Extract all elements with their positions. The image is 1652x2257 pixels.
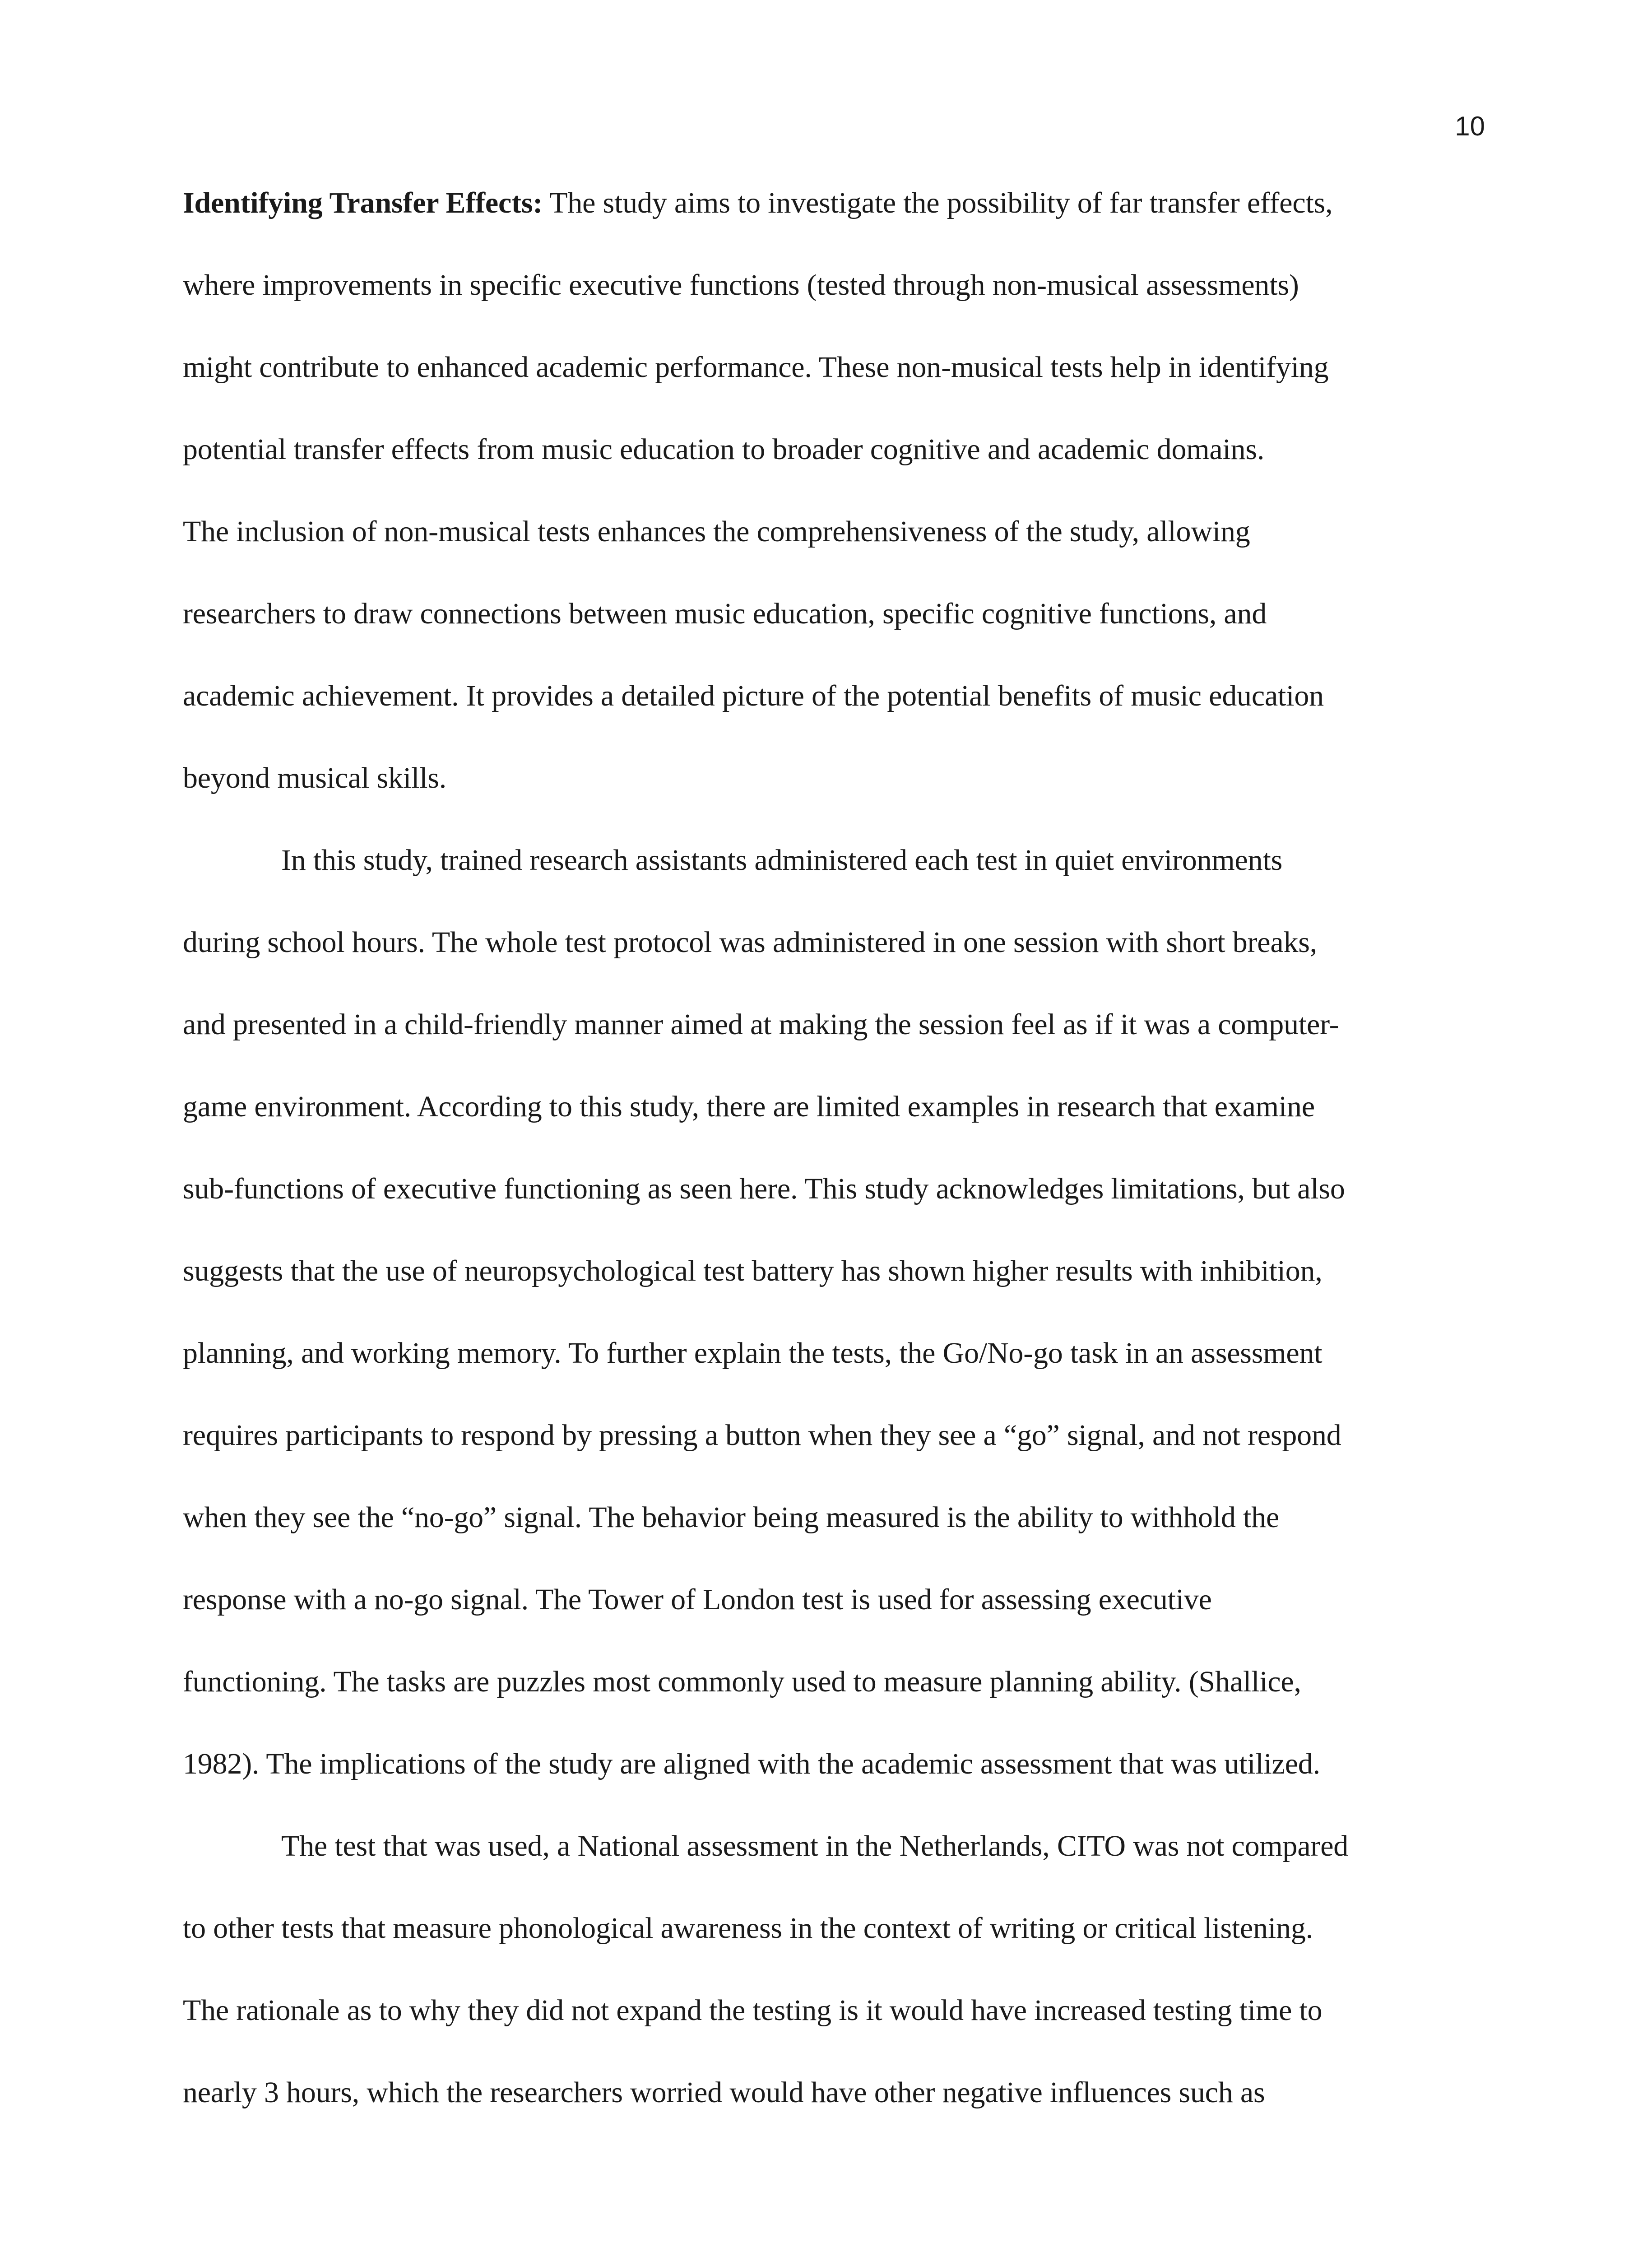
paragraph-first-line: The test that was used, a National assessment in the Netherlands, CITO was not compared (281, 1830, 1349, 1862)
text-line: response with a no-go signal. The Tower of London test is used for assessing executive (183, 1583, 1212, 1616)
text-line: sub-functions of executive functioning as seen here. This study acknowledges limitations, but also (183, 1172, 1345, 1205)
text-line: suggests that the use of neuropsychological test battery has shown higher results with inhibition, (183, 1254, 1323, 1287)
text-line: requires participants to respond by pressing a button when they see a “go” signal, and not respond (183, 1419, 1341, 1452)
text-line: beyond musical skills. (183, 762, 447, 794)
text-line: where improvements in specific executive functions (tested through non-musical assessments) (183, 269, 1299, 302)
text-line: when they see the “no-go” signal. The behavior being measured is the ability to withhold the (183, 1501, 1280, 1534)
text-line: 1982). The implications of the study are aligned with the academic assessment that was utilized. (183, 1747, 1320, 1780)
text-line: nearly 3 hours, which the researchers worried would have other negative influences such as (183, 2076, 1265, 2109)
text-line: game environment. According to this study, there are limited examples in research that examine (183, 1090, 1315, 1123)
text-line: to other tests that measure phonological awareness in the context of writing or critical listening. (183, 1912, 1313, 1945)
text-line: The rationale as to why they did not expand the testing is it would have increased testing time to (183, 1994, 1323, 2027)
text-line: functioning. The tasks are puzzles most commonly used to measure planning ability. (Shallice, (183, 1665, 1301, 1698)
page-number: 10 (1455, 111, 1485, 141)
text-line: and presented in a child-friendly manner aimed at making the session feel as if it was a computer- (183, 1008, 1339, 1041)
text-line: during school hours. The whole test protocol was administered in one session with short breaks, (183, 926, 1318, 959)
text-line: planning, and working memory. To further explain the tests, the Go/No-go task in an assessment (183, 1337, 1323, 1370)
text-line-content: The study aims to investigate the possibility of far transfer effects, (543, 186, 1333, 219)
body-text (183, 181, 1487, 2152)
text-line (183, 181, 1487, 263)
text-line: might contribute to enhanced academic performance. These non-musical tests help in identifying (183, 351, 1329, 384)
section-heading-lead: Identifying Transfer Effects: (183, 186, 543, 219)
text-line: academic achievement. It provides a detailed picture of the potential benefits of music education (183, 679, 1324, 712)
text-line: potential transfer effects from music education to broader cognitive and academic domains. (183, 433, 1265, 466)
text-line: researchers to draw connections between music education, specific cognitive functions, and (183, 597, 1267, 630)
paragraph-first-line: In this study, trained research assistants administered each test in quiet environments (281, 844, 1283, 877)
text-line: The inclusion of non-musical tests enhances the comprehensiveness of the study, allowing (183, 515, 1250, 548)
